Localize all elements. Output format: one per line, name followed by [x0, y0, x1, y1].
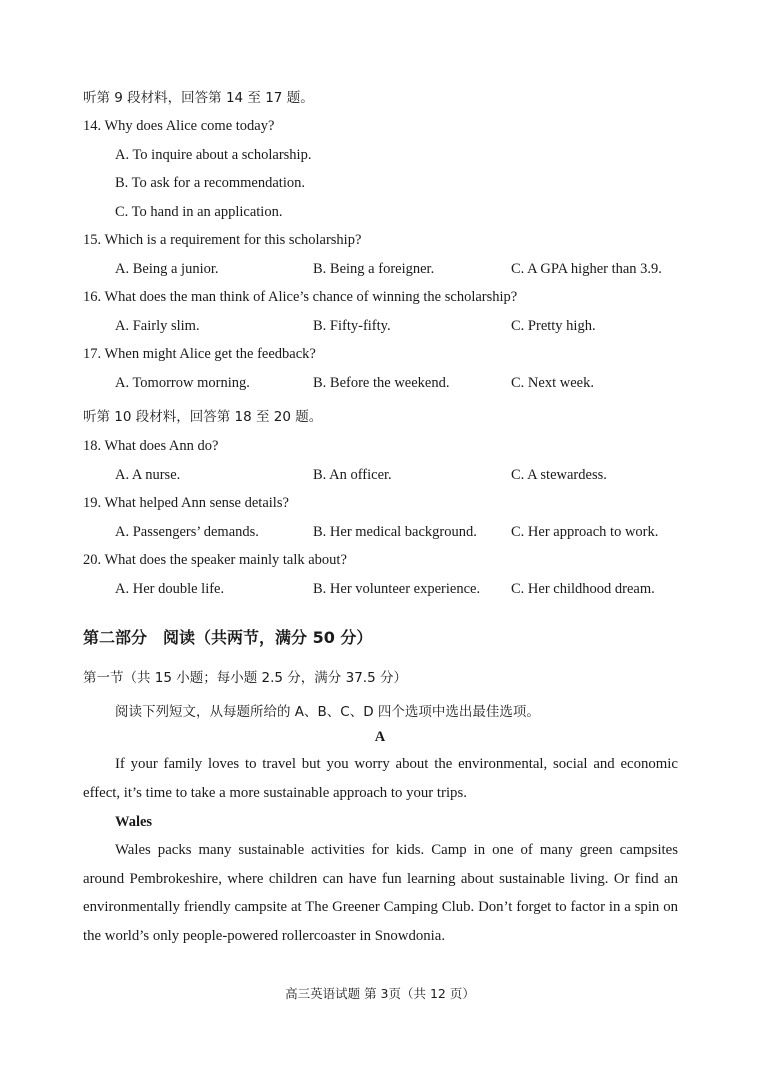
- passage-paragraph-1: If your family loves to travel but you worry about the environmental, social and economic effect, it’s time to take a more sustainable approach to your trips.: [83, 756, 678, 801]
- q14-option-a: A. To inquire about a scholarship.: [115, 147, 312, 163]
- question-14: 14. Why does Alice come today?: [83, 118, 275, 134]
- page-footer: 高三英语试题 第 3页（共 12 页）: [285, 986, 475, 1001]
- passage-label: A: [374, 729, 386, 745]
- question-15: 15. Which is a requirement for this scholarship?: [83, 232, 362, 248]
- q14-option-b: B. To ask for a recommendation.: [115, 175, 305, 191]
- passage-subhead: Wales: [115, 814, 153, 830]
- q20-option-c: C. Her childhood dream.: [511, 581, 655, 597]
- q17-options: [0, 373, 760, 393]
- part2-title: 第二部分 阅读（共两节，满分 50 分）: [83, 628, 373, 647]
- q19-option-c: C. Her approach to work.: [511, 524, 659, 540]
- q18-option-a: A. A nurse.: [115, 467, 181, 483]
- q19-options: [0, 522, 760, 542]
- q15-option-a: A. Being a junior.: [115, 261, 219, 277]
- q18-option-b: B. An officer.: [313, 467, 392, 483]
- q15-options: [0, 259, 760, 279]
- q16-option-c: C. Pretty high.: [511, 318, 596, 334]
- q20-option-b: B. Her volunteer experience.: [313, 581, 481, 597]
- q20-option-a: A. Her double life.: [115, 581, 225, 597]
- question-17: 17. When might Alice get the feedback?: [83, 346, 316, 362]
- q16-options: [0, 316, 760, 336]
- q19-option-a: A. Passengers’ demands.: [115, 524, 259, 540]
- reading-instruction: 阅读下列短文，从每题所给的 A、B、C、D 四个选项中选出最佳选项。: [115, 704, 540, 720]
- section1-heading: 第一节（共 15 小题；每小题 2.5 分，满分 37.5 分）: [83, 670, 407, 686]
- question-18: 18. What does Ann do?: [83, 438, 219, 454]
- question-19: 19. What helped Ann sense details?: [83, 495, 289, 511]
- q20-options: [0, 579, 760, 599]
- q14-option-c: C. To hand in an application.: [115, 204, 283, 220]
- q18-option-c: C. A stewardess.: [511, 467, 607, 483]
- q16-option-a: A. Fairly slim.: [115, 318, 200, 334]
- listening-intro-10: 听第 10 段材料，回答第 18 至 20 题。: [83, 409, 323, 425]
- q15-option-c: C. A GPA higher than 3.9.: [511, 261, 662, 277]
- passage-paragraph-2: Wales packs many sustainable activities for kids. Camp in one of many green campsites around Pembrokeshire, where children can have fun learning about sustainable living. Or find an environmentally friendly campsite at The Greener Camping Club. Don’t forget to factor in a spin on the world’s only people-powered rollercoaster in Snowdonia.: [83, 842, 678, 944]
- question-20: 20. What does the speaker mainly talk about?: [83, 552, 347, 568]
- q18-options: [0, 465, 760, 485]
- q17-option-b: B. Before the weekend.: [313, 375, 450, 391]
- q15-option-b: B. Being a foreigner.: [313, 261, 435, 277]
- q16-option-b: B. Fifty-fifty.: [313, 318, 391, 334]
- listening-intro-9: 听第 9 段材料，回答第 14 至 17 题。: [83, 90, 314, 106]
- question-16: 16. What does the man think of Alice’s chance of winning the scholarship?: [83, 289, 518, 305]
- q17-option-a: A. Tomorrow morning.: [115, 375, 250, 391]
- q17-option-c: C. Next week.: [511, 375, 594, 391]
- q19-option-b: B. Her medical background.: [313, 524, 477, 540]
